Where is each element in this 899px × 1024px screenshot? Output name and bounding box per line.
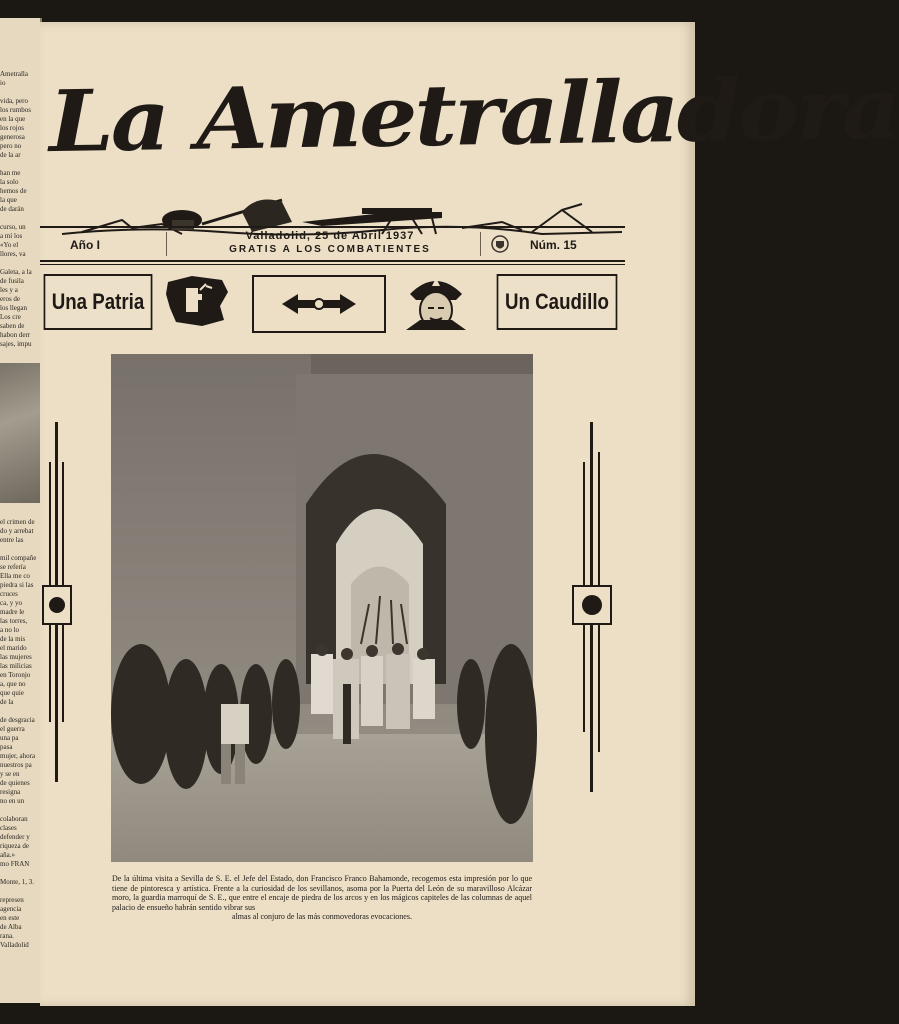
yoke-arrows-emblem-icon (254, 277, 384, 331)
previous-page-text-line: io (0, 79, 6, 87)
previous-page-text-line: madre le (0, 608, 25, 616)
previous-page-text-line: mujer, ahora (0, 752, 36, 760)
previous-page-text-line (0, 88, 40, 97)
previous-page-text-line: la solo (0, 178, 19, 186)
year-label: Año I (70, 238, 100, 252)
previous-page-text-line: habon derr (0, 331, 31, 339)
header-bottom-rule (40, 260, 625, 262)
previous-page-text-line: pero no (0, 142, 22, 150)
previous-page-text-line: Monte, 1, 3. (0, 878, 35, 886)
previous-page-text-line: los rojos (0, 124, 24, 132)
caption-text: De la última visita a Sevilla de S. E. el Jefe del Estado, don Francisco Franco Bahamonde, recogemos esta impresión por lo que tiene de pintoresca y artística. Frente a la curiosidad de los sevillanos, asoma por la Puerta del León de su maravilloso Alcázar moro, la guardia marroquí de S. E., que entre el encaje de piedra de los arcos y en los mágicos capiteles de las columnas de aquel palacio de ensueño habrán sentido vibrar sus (112, 874, 532, 912)
previous-page-text-line: las milicias (0, 662, 32, 670)
main-photograph (111, 354, 533, 862)
map-of-spain-emblem-icon (162, 272, 234, 330)
previous-page-text-line: resigna (0, 788, 21, 796)
slogan-una-patria: Una Patria (51, 289, 145, 314)
previous-page-text-line: de fusila (0, 277, 24, 285)
previous-page-text-line (0, 887, 40, 896)
previous-page-text-line: sajes, impu (0, 340, 32, 348)
right-art-deco-ornament (570, 422, 614, 797)
previous-page-text-line: curso, un (0, 223, 26, 231)
caudillo-portrait-icon (400, 272, 472, 332)
previous-page-text-line: de quienes (0, 779, 30, 787)
previous-page-text-line: generosa (0, 133, 25, 141)
previous-page-text-line: agencia (0, 905, 22, 913)
alcazar-gate-procession-photo (111, 354, 533, 862)
previous-page-text-line: las mujeres (0, 653, 32, 661)
previous-page-text-line: mo FRAN (0, 860, 30, 868)
previous-page-text-line: el crimen de (0, 518, 35, 526)
previous-page-photo-fragment (0, 363, 40, 503)
previous-page-text-line: de la ar (0, 151, 21, 159)
previous-page-text-line: en la que (0, 115, 26, 123)
masthead (48, 58, 899, 222)
previous-page-text-line: vida, pero (0, 97, 28, 105)
previous-page-text-line: pasa (0, 743, 13, 751)
previous-page-text-line (0, 806, 40, 815)
newspaper-title: La Ametralladora (48, 58, 899, 172)
previous-page-text-line: en este (0, 914, 20, 922)
previous-page-text-line (0, 160, 40, 169)
previous-page-text-line: llores, va (0, 250, 26, 258)
previous-page-text-line: Los cre (0, 313, 21, 321)
previous-page-text-line: Galeta, a la (0, 268, 32, 276)
previous-page-text-line: do y arrebat (0, 527, 34, 535)
previous-page-text-line: la que (0, 196, 17, 204)
previous-page-text-line: colaboran (0, 815, 28, 823)
previous-page-text-line (0, 214, 40, 223)
previous-page-text-line: y se en (0, 770, 20, 778)
previous-page-text-line: a, que no (0, 680, 26, 688)
slogan-right-box (497, 274, 618, 330)
previous-page-text-line: que quie (0, 689, 24, 697)
previous-page-text-line: han me (0, 169, 21, 177)
previous-page-text-line: los rumbos (0, 106, 31, 114)
previous-page-text-line: se refería (0, 563, 26, 571)
slogan-un-caudillo: Un Caudillo (505, 289, 609, 314)
previous-page-text-line: aña.» (0, 851, 15, 859)
previous-page-text-line: de la (0, 698, 14, 706)
previous-page-text-line: eros de (0, 295, 21, 303)
previous-page-text-line: Ella me co (0, 572, 30, 580)
place-date: Valladolid, 25 de Abril 1937 (245, 230, 415, 242)
previous-page-text-line: riqueza de (0, 842, 29, 850)
center-emblem-box (252, 275, 386, 333)
photo-caption (112, 874, 532, 922)
date-and-notice (180, 230, 480, 255)
previous-page-text-line: Ametralla (0, 70, 28, 78)
previous-page-text-line (0, 259, 40, 268)
previous-page-text-line: de Alba (0, 923, 22, 931)
previous-page-text-line: cruces (0, 590, 18, 598)
previous-page-text-line: el marido (0, 644, 27, 652)
issue-number: Núm. 15 (530, 238, 577, 252)
previous-page-text-line: una pa (0, 734, 19, 742)
previous-page-text-line: las torres, (0, 617, 28, 625)
free-distribution-notice: GRATIS A LOS COMBATIENTES (229, 244, 431, 255)
previous-page-edge (0, 18, 42, 1003)
previous-page-text-line: a no lo (0, 626, 20, 634)
previous-page-text-line: mil compañe (0, 554, 37, 562)
left-art-deco-ornament (40, 422, 74, 792)
previous-page-text-line: de la mis (0, 635, 26, 643)
previous-page-column-top (0, 70, 40, 349)
info-separator (166, 232, 167, 256)
info-separator (480, 232, 481, 256)
previous-page-text-line: en Toronjo (0, 671, 31, 679)
previous-page-text-line: rana. (0, 932, 14, 940)
issue-info-bar (40, 228, 625, 260)
previous-page-text-line: de darán (0, 205, 24, 213)
previous-page-text-line: entre las (0, 536, 24, 544)
previous-page-text-line: represen (0, 896, 24, 904)
previous-page-text-line: no en un (0, 797, 25, 805)
front-page (40, 22, 899, 1006)
previous-page-text-line: Valladolid (0, 941, 29, 949)
previous-page-text-line: de desgracia (0, 716, 35, 724)
caption-last-line: almas al conjuro de las más conmovedoras evocaciones. (232, 912, 412, 921)
header-bottom-rule-thin (40, 264, 625, 265)
previous-page-text-line: nuestros pa (0, 761, 32, 769)
previous-page-text-line: «Yo el (0, 241, 19, 249)
previous-page-text-line: hemos de (0, 187, 27, 195)
previous-page-text-line (0, 545, 40, 554)
previous-page-text-line: ca, y yo (0, 599, 22, 607)
previous-page-text-line: saben de (0, 322, 25, 330)
previous-page-text-line: clases (0, 824, 17, 832)
previous-page-text-line: defender y (0, 833, 30, 841)
previous-page-text-line: el guerra (0, 725, 25, 733)
slogan-left-box (44, 274, 153, 330)
previous-page-text-line (0, 707, 40, 716)
previous-page-text-line: les y a (0, 286, 18, 294)
previous-page-text-line: piedra si las (0, 581, 34, 589)
previous-page-text-line: a mí los (0, 232, 23, 240)
coat-of-arms-icon (490, 234, 510, 254)
previous-page-text-line (0, 869, 40, 878)
previous-page-column-bottom (0, 518, 40, 950)
previous-page-text-line: los llegan (0, 304, 28, 312)
